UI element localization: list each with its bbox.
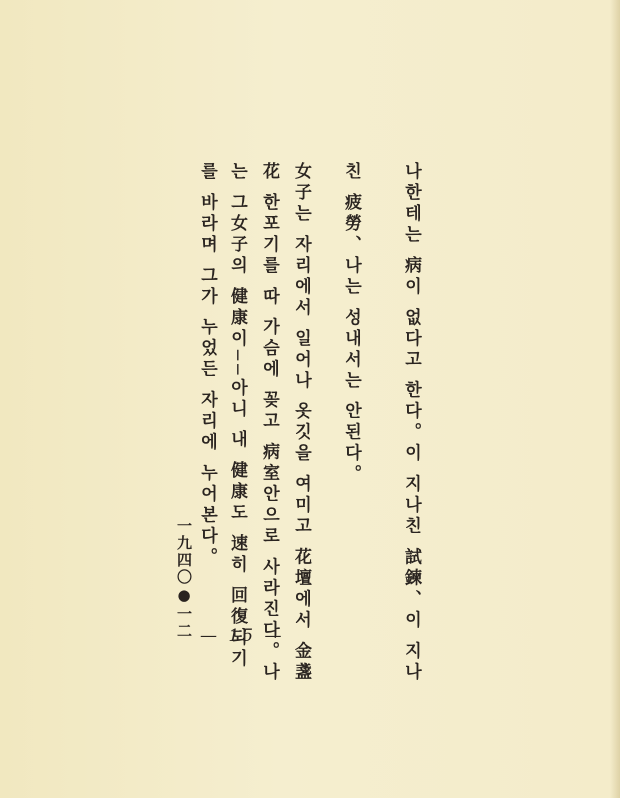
text-line-1: 나한테는 病이 없다고 한다。이 지나친 試鍊、이 지나: [401, 162, 421, 684]
text-line-2: 친 疲勞、나는 성내서는 안된다。: [341, 162, 361, 486]
text-line-5: 는 그女子의 健康이──아니 내 健康도 速히 回復되기: [227, 162, 247, 670]
page-edge-shadow: [610, 0, 620, 798]
date-stamp: 一九四〇●一二: [175, 518, 193, 640]
text-line-3: 女子는 자리에서 일어나 옷깃을 여미고 花壇에서 金盞: [291, 162, 311, 684]
page-number: — 15 —: [200, 626, 285, 646]
text-line-4: 花 한포기를 따 가슴에 꽂고 病室안으로 사라진다。나: [259, 162, 279, 684]
text-line-6: 를 바라며 그가 누었든 자리에 누어본다。: [197, 162, 217, 569]
